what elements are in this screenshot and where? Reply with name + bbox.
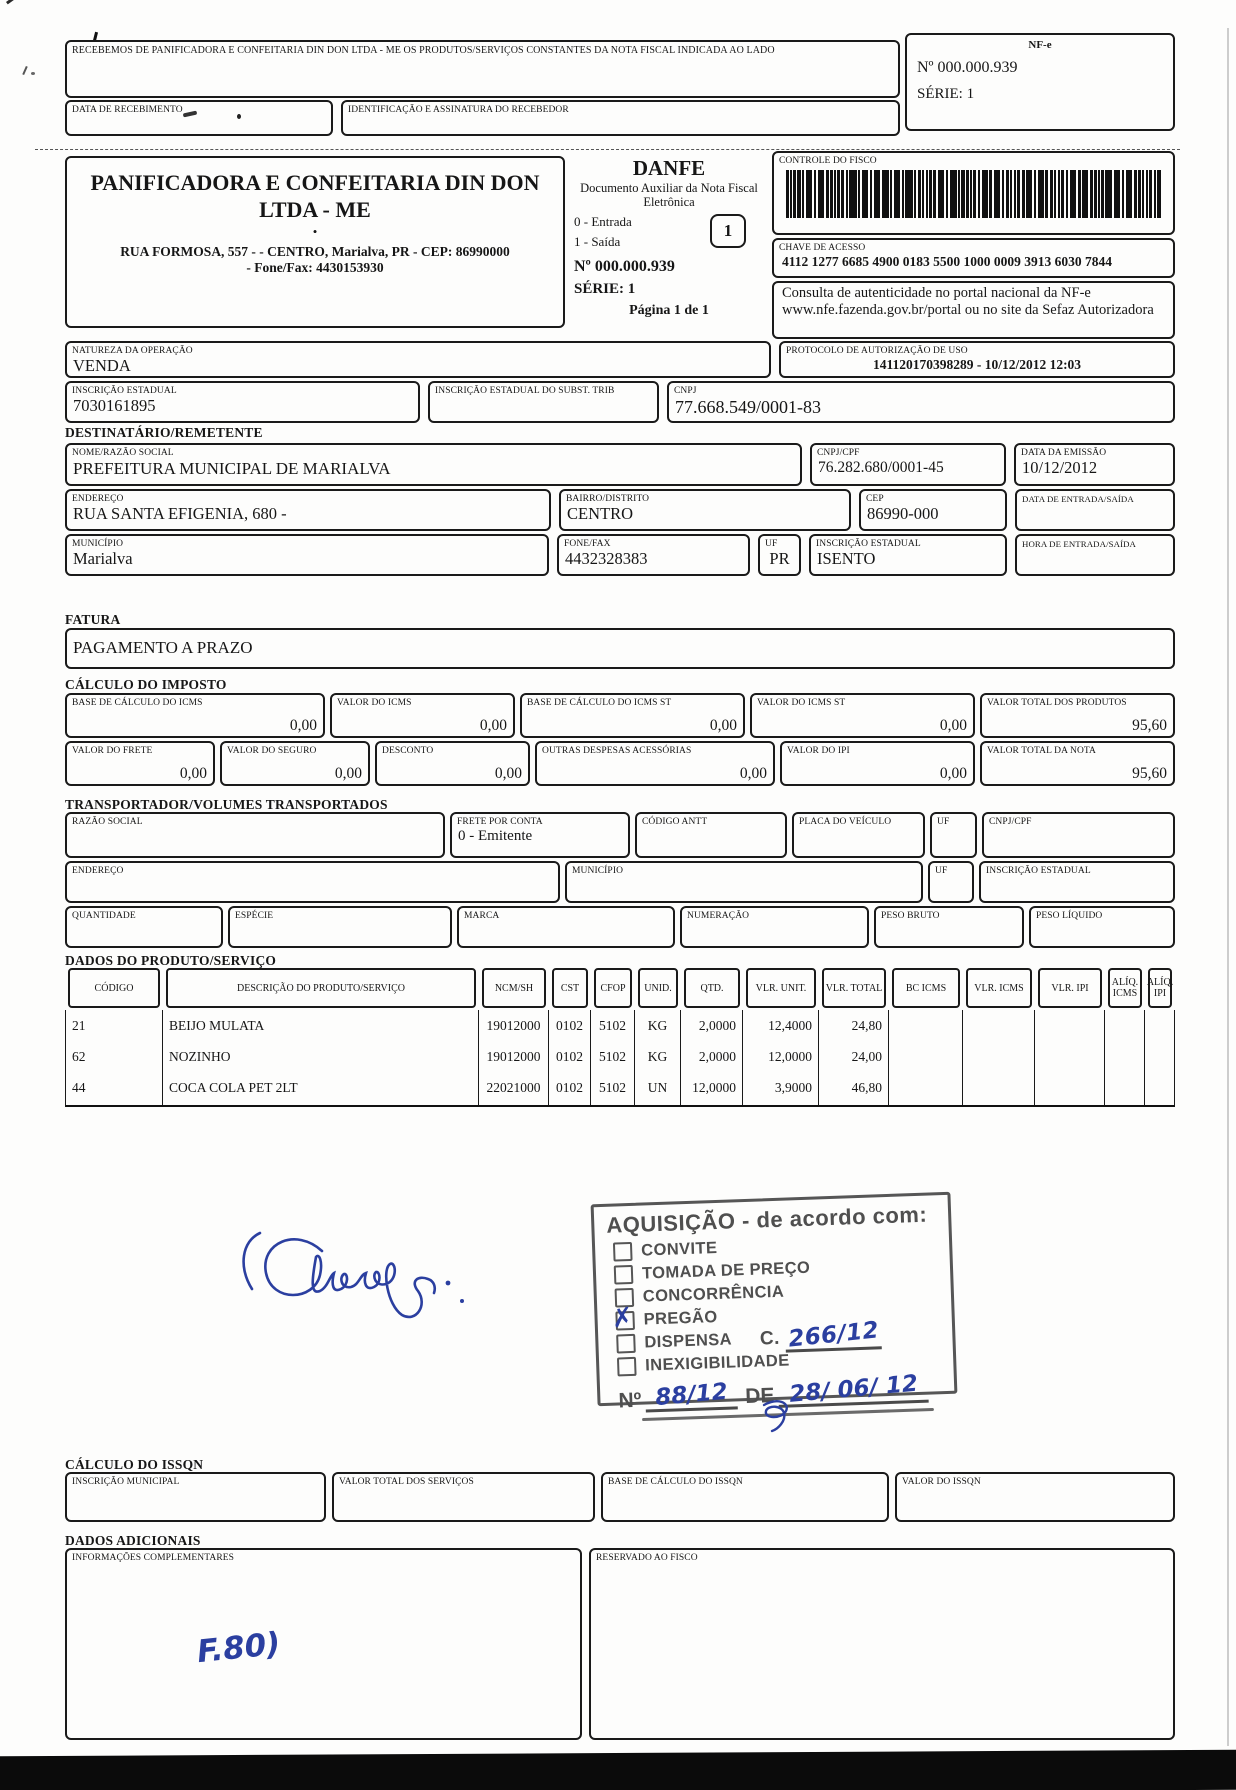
dest-entrada-value <box>1017 505 1173 507</box>
col-header: ALÍQ. ICMS <box>1108 968 1142 1008</box>
cell <box>1105 1072 1144 1103</box>
dest-cep-value: 86990-000 <box>867 504 939 523</box>
danfe-series: SÉRIE: 1 <box>574 280 636 297</box>
field-label: ESPÉCIE <box>235 911 274 921</box>
cell: 19012000 <box>486 1018 541 1033</box>
transportador-row2 <box>65 861 1175 903</box>
transp-field <box>680 906 869 948</box>
issuer-address-line1: RUA FORMOSA, 557 - - CENTRO, Marialva, PR - CEP: 86990000 <box>120 243 510 259</box>
produtos-title: DADOS DO PRODUTO/SERVIÇO <box>65 953 277 968</box>
option-label: CONVITE <box>640 1238 718 1260</box>
col-header: VLR. TOTAL <box>822 968 886 1008</box>
ie-st-label: INSCRIÇÃO ESTADUAL DO SUBST. TRIB <box>435 386 615 396</box>
scan-artifact <box>22 66 27 75</box>
field-value: 0,00 <box>334 764 362 782</box>
issuer-dot: • <box>312 223 318 239</box>
stamp-de-label: DE <box>744 1384 775 1409</box>
dest-hora-label: HORA DE ENTRADA/SAÍDA <box>1022 539 1137 549</box>
acquisition-stamp <box>591 1192 958 1413</box>
imposto-field <box>535 741 775 786</box>
cnpj-label: CNPJ <box>674 386 697 396</box>
field-label: INSCRIÇÃO ESTADUAL <box>986 866 1091 876</box>
receipt-nfe-number: Nº 000.000.939 <box>917 59 1018 76</box>
protocolo-label: PROTOCOLO DE AUTORIZAÇÃO DE USO <box>786 346 968 356</box>
ie-label: INSCRIÇÃO ESTADUAL <box>72 386 177 396</box>
field-label: INSCRIÇÃO MUNICIPAL <box>72 1477 180 1487</box>
dest-bairro-label: BAIRRO/DISTRITO <box>566 494 650 504</box>
receipt-nfe-box <box>905 33 1175 131</box>
col-header: QTD. <box>684 968 740 1008</box>
field-value: 0,00 <box>939 764 967 782</box>
adicionais-title: DADOS ADICIONAIS <box>65 1533 201 1548</box>
handwritten-note: F.80) <box>195 1625 283 1671</box>
fatura-box <box>65 628 1175 669</box>
imposto-field <box>220 741 370 786</box>
field-label: PESO LÍQUIDO <box>1036 911 1103 921</box>
x-mark: ✗ <box>609 1301 636 1335</box>
cell: 5102 <box>599 1049 626 1064</box>
transp-field <box>928 861 974 903</box>
dest-fone-label: FONE/FAX <box>564 539 611 549</box>
danfe-entrada: 0 - Entrada <box>574 213 632 229</box>
cell <box>1145 1041 1174 1072</box>
cell: 19012000 <box>486 1049 541 1064</box>
destinatario-title: DESTINATÁRIO/REMETENTE <box>65 425 263 440</box>
field-label: PLACA DO VEÍCULO <box>799 817 892 827</box>
imposto-field <box>780 741 975 786</box>
ie-box <box>65 381 420 423</box>
dest-entrada-box <box>1015 489 1175 531</box>
stamp-c-label: C. <box>759 1327 781 1350</box>
issuer-box <box>65 156 565 328</box>
dest-municipio-box <box>65 534 549 576</box>
cell <box>1035 1041 1104 1072</box>
dest-uf-box <box>758 534 801 576</box>
emitente-fiscal-row <box>65 381 1175 423</box>
cell <box>963 1041 1034 1072</box>
transp-field <box>979 861 1175 903</box>
cnpj-box <box>667 381 1175 423</box>
cell <box>1035 1010 1104 1041</box>
imposto-field <box>330 693 515 738</box>
imposto-field <box>980 693 1175 738</box>
receipt-signature-label: IDENTIFICAÇÃO E ASSINATURA DO RECEBEDOR <box>348 105 569 115</box>
info-label: INFORMAÇÕES COMPLEMENTARES <box>72 1553 235 1563</box>
cell <box>963 1072 1034 1103</box>
field-label: VALOR DO ISSQN <box>902 1477 981 1487</box>
issqn-row <box>65 1472 1175 1522</box>
cell: 0102 <box>556 1049 583 1064</box>
option-label: TOMADA DE PREÇO <box>641 1258 811 1283</box>
field-label: VALOR DO FRETE <box>72 746 153 756</box>
imposto-row2 <box>65 741 1175 786</box>
cell <box>1145 1072 1174 1103</box>
scan-artifact <box>31 72 35 75</box>
ie-value: 7030161895 <box>73 396 156 415</box>
transp-field <box>792 812 925 858</box>
cell: NOZINHO <box>169 1049 231 1064</box>
field-value: 0,00 <box>479 716 507 734</box>
cell <box>1035 1072 1104 1103</box>
transp-field <box>635 812 787 858</box>
field-label: VALOR DO ICMS <box>337 698 412 708</box>
field-label: BASE DE CÁLCULO DO ICMS <box>72 698 203 708</box>
danfe-subtitle: Documento Auxiliar da Nota Fiscal Eletrônica <box>580 181 758 210</box>
transportador-title: TRANSPORTADOR/VOLUMES TRANSPORTADOS <box>65 797 388 812</box>
transp-field <box>65 861 560 903</box>
cell <box>1105 1010 1144 1041</box>
dest-cnpj-box <box>810 443 1006 486</box>
dest-cep-box <box>859 489 1007 531</box>
field-label: VALOR DO ICMS ST <box>757 698 846 708</box>
issqn-title: CÁLCULO DO ISSQN <box>65 1457 204 1472</box>
consulta-box <box>772 281 1175 339</box>
imposto-field <box>65 741 215 786</box>
dest-endereco-value: RUA SANTA EFIGENIA, 680 - <box>73 504 287 523</box>
field-label: FRETE POR CONTA <box>457 817 543 827</box>
access-key-label: CHAVE DE ACESSO <box>779 243 866 253</box>
danfe-page: Página 1 de 1 <box>629 302 709 318</box>
fatura-value: PAGAMENTO A PRAZO <box>73 637 253 657</box>
barcode <box>786 170 1161 218</box>
cell: 22021000 <box>486 1080 541 1095</box>
handwritten-process-number: 88/12 <box>653 1378 729 1412</box>
reservado-fisco-box <box>589 1548 1175 1740</box>
destinatario-row2 <box>65 489 1175 531</box>
col-header: CST <box>552 968 588 1008</box>
handwritten-initial <box>752 1395 798 1437</box>
transp-field <box>457 906 675 948</box>
danfe-number: Nº 000.000.939 <box>574 257 675 275</box>
col-header: NCM/SH <box>482 968 546 1008</box>
cell: 12,4000 <box>768 1018 812 1033</box>
cell: 24,80 <box>851 1018 882 1033</box>
danfe-title: DANFE <box>632 156 706 180</box>
imposto-row1 <box>65 693 1175 738</box>
cell: 21 <box>72 1018 86 1033</box>
nfe-label: NF-e <box>1028 39 1052 51</box>
natureza-row <box>65 341 1175 378</box>
fatura-title: FATURA <box>65 612 121 627</box>
dest-cep-label: CEP <box>866 494 884 504</box>
cell: 3,9000 <box>774 1080 812 1095</box>
col-header: VLR. UNIT. <box>746 968 816 1008</box>
cell <box>963 1010 1034 1041</box>
cell: 2,0000 <box>698 1049 736 1064</box>
field-value: 0,00 <box>494 764 522 782</box>
col-header: VLR. ICMS <box>966 968 1032 1008</box>
dest-hora-box <box>1015 534 1175 576</box>
access-key-box <box>772 238 1175 278</box>
dest-fone-value: 4432328383 <box>565 549 648 568</box>
dest-emissao-label: DATA DA EMISSÃO <box>1021 448 1107 458</box>
field-label: MARCA <box>464 911 500 921</box>
dest-ie-label: INSCRIÇÃO ESTADUAL <box>816 539 921 549</box>
destinatario-row3 <box>65 534 1175 576</box>
field-label: MUNICÍPIO <box>572 866 624 876</box>
field-label: NUMERAÇÃO <box>687 911 750 921</box>
dest-emissao-box <box>1014 443 1175 486</box>
option-label: CONCORRÊNCIA <box>642 1282 785 1306</box>
checkbox-icon <box>613 1242 633 1262</box>
transp-field <box>228 906 452 948</box>
consulta-text: Consulta de autenticidade no portal nacional da NF-e www.nfe.fazenda.gov.br/portal ou no site da Sefaz Autorizadora <box>782 285 1154 319</box>
field-label: VALOR TOTAL DOS SERVIÇOS <box>339 1477 474 1487</box>
stamp-numero-label: Nº <box>618 1388 642 1413</box>
transp-field <box>450 812 630 858</box>
produtos-table <box>65 968 1175 1107</box>
receipt-statement: RECEBEMOS DE PANIFICADORA E CONFEITARIA DIN DON LTDA - ME OS PRODUTOS/SERVIÇOS CONSTANTES DA NOTA FISCAL INDICADA AO LADO <box>72 45 775 56</box>
cell: 24,00 <box>851 1049 882 1064</box>
field-value: 0,00 <box>709 716 737 734</box>
issqn-field <box>65 1472 326 1522</box>
destinatario-row1 <box>65 443 1175 486</box>
imposto-field <box>750 693 975 738</box>
cell: KG <box>647 1018 668 1033</box>
transp-field <box>65 812 445 858</box>
field-label: CÓDIGO ANTT <box>642 817 708 827</box>
field-value: 95,60 <box>1132 764 1167 782</box>
dest-nome-box <box>65 443 802 486</box>
info-complementares-box <box>65 1548 582 1740</box>
dest-endereco-box <box>65 489 551 531</box>
cell: BEIJO MULATA <box>169 1018 265 1033</box>
field-label: UF <box>935 866 948 876</box>
dest-municipio-label: MUNICÍPIO <box>72 539 124 549</box>
field-label: OUTRAS DESPESAS ACESSÓRIAS <box>542 746 692 756</box>
field-value: 95,60 <box>1132 716 1167 734</box>
cell <box>889 1041 962 1072</box>
field-label: UF <box>937 817 950 827</box>
dest-ie-value: ISENTO <box>817 549 876 568</box>
cell <box>1105 1041 1144 1072</box>
cnpj-value: 77.668.549/0001-83 <box>675 397 821 417</box>
dest-municipio-value: Marialva <box>73 549 133 568</box>
field-value: 0 - Emitente <box>458 828 533 844</box>
protocolo-value: 141120170398289 - 10/12/2012 12:03 <box>872 357 1082 372</box>
issqn-field <box>895 1472 1175 1522</box>
ie-st-box <box>428 381 659 423</box>
cell: 12,0000 <box>768 1049 812 1064</box>
dest-fone-box <box>557 534 750 576</box>
checkbox-icon <box>616 1334 636 1354</box>
field-label: ENDEREÇO <box>72 866 124 876</box>
col-header: UNID. <box>638 968 678 1008</box>
field-value: 0,00 <box>739 764 767 782</box>
field-label: BASE DE CÁLCULO DO ISSQN <box>608 1477 743 1487</box>
checkbox-checked-icon <box>609 1301 636 1335</box>
fisco-control-label: CONTROLE DO FISCO <box>779 156 877 166</box>
cell <box>1145 1010 1174 1041</box>
transportador-row1 <box>65 812 1175 858</box>
receipt-signature-box <box>341 100 900 136</box>
field-value: 0,00 <box>289 716 317 734</box>
cell <box>889 1072 962 1103</box>
receipt-date-label: DATA DE RECEBIMENTO <box>72 105 183 115</box>
dest-uf-value: PR <box>769 549 790 568</box>
col-header: ALÍQ. IPI <box>1148 968 1172 1008</box>
field-label: VALOR DO SEGURO <box>227 746 317 756</box>
dest-hora-value <box>1017 550 1173 552</box>
danfe-saida: 1 - Saída <box>574 233 621 249</box>
receipt-nfe-series: SÉRIE: 1 <box>917 86 975 102</box>
field-label: DESCONTO <box>382 746 434 756</box>
transp-field <box>930 812 977 858</box>
cell: 0102 <box>556 1080 583 1095</box>
receipt-stub <box>65 33 1175 133</box>
dest-endereco-label: ENDEREÇO <box>72 494 124 504</box>
transp-field <box>874 906 1024 948</box>
cell: 2,0000 <box>698 1018 736 1033</box>
natureza-value: VENDA <box>73 356 131 375</box>
transp-field <box>982 812 1175 858</box>
transp-field <box>1029 906 1175 948</box>
imposto-field <box>375 741 530 786</box>
handwritten-date: 28/ 06/ 12 <box>787 1370 919 1408</box>
cell: 5102 <box>599 1080 626 1095</box>
transp-field <box>65 906 223 948</box>
dest-emissao-value: 10/12/2012 <box>1022 458 1098 477</box>
dest-ie-box <box>809 534 1007 576</box>
field-label: VALOR TOTAL DA NOTA <box>987 746 1097 756</box>
cell: 46,80 <box>851 1080 882 1095</box>
field-label: VALOR DO IPI <box>787 746 850 756</box>
col-header: DESCRIÇÃO DO PRODUTO/SERVIÇO <box>166 968 476 1008</box>
receipt-statement-box <box>65 40 900 98</box>
signature-handwriting <box>222 1215 502 1347</box>
field-label: CNPJ/CPF <box>989 817 1032 827</box>
field-value: 0,00 <box>179 764 207 782</box>
cell <box>889 1010 962 1041</box>
dest-entrada-label: DATA DE ENTRADA/SAÍDA <box>1022 494 1134 504</box>
transp-field <box>565 861 923 903</box>
imposto-field <box>520 693 745 738</box>
cell: 12,0000 <box>692 1080 736 1095</box>
cell: COCA COLA PET 2LT <box>169 1080 298 1095</box>
handwritten-contract-number: 266/12 <box>787 1317 881 1353</box>
scan-artifact <box>6 0 42 4</box>
dest-bairro-box <box>559 489 851 531</box>
danfe-block <box>570 156 768 336</box>
cell: 44 <box>72 1080 86 1095</box>
option-label: DISPENSA <box>644 1330 733 1352</box>
imposto-field <box>65 693 325 738</box>
table-bottom-line <box>65 1105 1175 1107</box>
issqn-field <box>332 1472 595 1522</box>
cell: UN <box>647 1080 668 1095</box>
natureza-box <box>65 341 771 378</box>
field-label: PESO BRUTO <box>881 911 940 921</box>
option-label: INEXIGIBILIDADE <box>644 1351 790 1375</box>
natureza-label: NATUREZA DA OPERAÇÃO <box>72 346 193 356</box>
imposto-title: CÁLCULO DO IMPOSTO <box>65 677 227 692</box>
page-edge-line <box>1227 28 1229 1746</box>
receipt-date-box <box>65 100 333 136</box>
field-label: QUANTIDADE <box>72 911 136 921</box>
field-value: 0,00 <box>939 716 967 734</box>
col-header: BC ICMS <box>892 968 960 1008</box>
imposto-field <box>980 741 1175 786</box>
dest-uf-label: UF <box>765 539 778 549</box>
dest-nome-label: NOME/RAZÃO SOCIAL <box>72 448 174 458</box>
checkbox-icon <box>617 1357 637 1377</box>
field-label: BASE DE CÁLCULO DO ICMS ST <box>527 698 672 708</box>
issuer-name: PANIFICADORA E CONFEITARIA DIN DON LTDA - ME <box>90 170 540 222</box>
fisco-control-box <box>772 151 1175 235</box>
checkbox-icon <box>614 1265 634 1285</box>
transportador-row3 <box>65 906 1175 948</box>
protocolo-box <box>779 341 1175 378</box>
scanner-bar <box>0 1750 1236 1790</box>
header-section <box>65 151 1175 341</box>
cell: KG <box>647 1049 668 1064</box>
adicionais-row <box>65 1548 1175 1740</box>
stamp-title: AQUISIÇÃO - de acordo com: <box>605 1201 928 1238</box>
col-header: CÓDIGO <box>68 968 160 1008</box>
reservado-label: RESERVADO AO FISCO <box>596 1553 698 1563</box>
cut-line <box>35 149 1180 150</box>
cell: 62 <box>72 1049 86 1064</box>
access-key-value: 4112 1277 6685 4900 0183 5500 1000 0009 3913 6030 7844 <box>782 254 1113 269</box>
field-label: RAZÃO SOCIAL <box>72 817 143 827</box>
col-header: CFOP <box>594 968 632 1008</box>
issqn-field <box>601 1472 889 1522</box>
cell: 0102 <box>556 1018 583 1033</box>
dest-cnpj-label: CNPJ/CPF <box>817 448 860 458</box>
dest-cnpj-value: 76.282.680/0001-45 <box>818 459 944 476</box>
cell: 5102 <box>599 1018 626 1033</box>
issuer-address-line2: - Fone/Fax: 4430153930 <box>246 259 384 275</box>
dest-nome-value: PREFEITURA MUNICIPAL DE MARIALVA <box>73 459 391 478</box>
dest-bairro-value: CENTRO <box>567 504 633 523</box>
option-label: PREGÃO <box>643 1307 718 1329</box>
field-label: VALOR TOTAL DOS PRODUTOS <box>987 698 1127 708</box>
col-header: VLR. IPI <box>1038 968 1102 1008</box>
operation-type-box: 1 <box>710 214 746 248</box>
